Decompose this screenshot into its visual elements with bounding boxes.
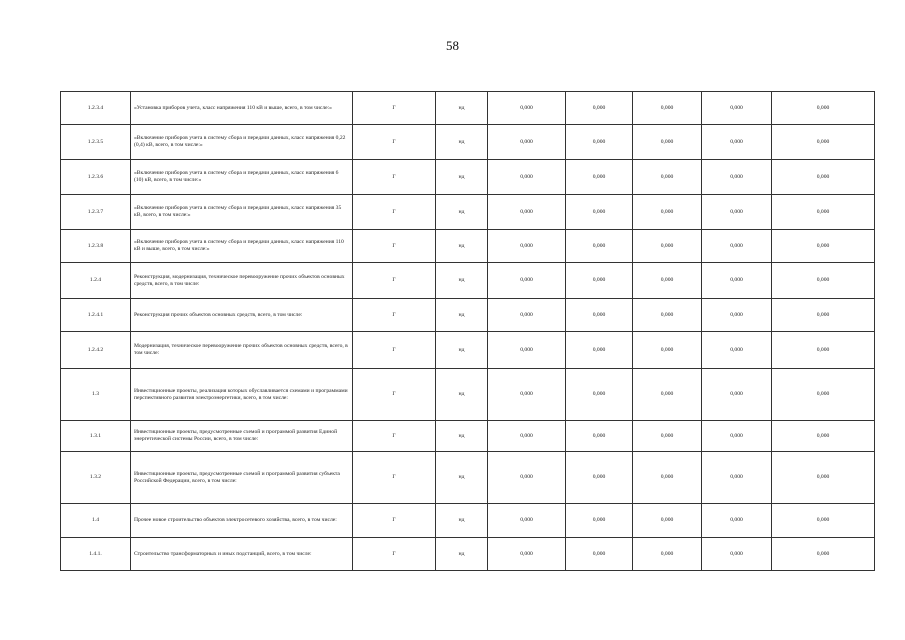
- table-row: [61, 195, 875, 230]
- row-code: 1.3.1: [61, 421, 131, 452]
- row-value-3: 0,000: [633, 538, 702, 571]
- row-value-3: 0,000: [633, 125, 702, 160]
- row-name: [131, 369, 353, 421]
- row-col-nd: нд: [436, 230, 488, 263]
- table-body: [61, 92, 875, 571]
- table-row: [61, 332, 875, 369]
- row-value-1: 0,000: [488, 125, 566, 160]
- row-col-nd: нд: [436, 452, 488, 504]
- row-value-1: 0,000: [488, 92, 566, 125]
- table-row: [61, 504, 875, 538]
- table-row: [61, 299, 875, 332]
- row-code: 1.2.3.8: [61, 230, 131, 263]
- row-name: [131, 332, 353, 369]
- row-code: 1.3.2: [61, 452, 131, 504]
- row-value-3: 0,000: [633, 504, 702, 538]
- row-value-5: 0,000: [772, 452, 875, 504]
- row-value-1: 0,000: [488, 421, 566, 452]
- row-value-4: 0,000: [702, 421, 772, 452]
- row-name: [131, 263, 353, 299]
- row-col-g: Г: [353, 230, 436, 263]
- row-value-5: 0,000: [772, 263, 875, 299]
- row-value-5: 0,000: [772, 125, 875, 160]
- table-row: [61, 92, 875, 125]
- row-name: [131, 125, 353, 160]
- row-value-3: 0,000: [633, 452, 702, 504]
- row-name: [131, 421, 353, 452]
- row-name-text: Инвестиционные проекты, реализация которых обуславливается схемами и программами перспективного развития электроэнергетики, всего, в том числе:: [134, 387, 348, 401]
- row-name: [131, 92, 353, 125]
- row-value-5: 0,000: [772, 538, 875, 571]
- row-name-text: «Включение приборов учета в систему сбора и передачи данных, класс напряжения 35 кВ, всего, в том числе:»: [134, 205, 342, 218]
- row-value-3: 0,000: [633, 160, 702, 195]
- row-value-1: 0,000: [488, 538, 566, 571]
- row-name-text: Инвестиционные проекты, предусмотренные схемой и программой развития Единой энергетической системы России, всего, в том числе:: [134, 429, 338, 442]
- table-row: [61, 421, 875, 452]
- row-value-5: 0,000: [772, 421, 875, 452]
- row-value-1: 0,000: [488, 195, 566, 230]
- row-value-2: 0,000: [566, 125, 633, 160]
- row-value-2: 0,000: [566, 452, 633, 504]
- row-col-nd: нд: [436, 160, 488, 195]
- row-code: 1.2.3.7: [61, 195, 131, 230]
- page-number: 58: [446, 38, 459, 53]
- row-col-g: Г: [353, 452, 436, 504]
- row-name: [131, 538, 353, 571]
- row-col-g: Г: [353, 504, 436, 538]
- row-value-4: 0,000: [702, 452, 772, 504]
- row-col-nd: нд: [436, 92, 488, 125]
- row-col-g: Г: [353, 421, 436, 452]
- row-value-1: 0,000: [488, 263, 566, 299]
- row-value-1: 0,000: [488, 160, 566, 195]
- row-col-g: Г: [353, 195, 436, 230]
- row-value-3: 0,000: [633, 332, 702, 369]
- row-col-g: Г: [353, 263, 436, 299]
- row-value-4: 0,000: [702, 538, 772, 571]
- row-value-5: 0,000: [772, 299, 875, 332]
- row-value-2: 0,000: [566, 299, 633, 332]
- row-col-nd: нд: [436, 263, 488, 299]
- row-value-1: 0,000: [488, 452, 566, 504]
- table-row: [61, 452, 875, 504]
- row-name-text: Реконструкция прочих объектов основных средств, всего, в том числе:: [134, 311, 303, 318]
- row-name-text: «Включение приборов учета в систему сбора и передачи данных, класс напряжения 0,22 (0,4) кВ, всего, в том числе:»: [134, 135, 346, 148]
- row-code: 1.4.1.: [61, 538, 131, 571]
- row-col-g: Г: [353, 538, 436, 571]
- row-col-nd: нд: [436, 421, 488, 452]
- row-col-nd: нд: [436, 195, 488, 230]
- row-value-4: 0,000: [702, 263, 772, 299]
- row-col-nd: нд: [436, 538, 488, 571]
- row-value-5: 0,000: [772, 195, 875, 230]
- row-name: [131, 504, 353, 538]
- row-code: 1.4: [61, 504, 131, 538]
- row-value-3: 0,000: [633, 421, 702, 452]
- row-name: [131, 195, 353, 230]
- table-row: [61, 230, 875, 263]
- row-value-2: 0,000: [566, 504, 633, 538]
- row-col-g: Г: [353, 332, 436, 369]
- row-value-2: 0,000: [566, 263, 633, 299]
- row-value-4: 0,000: [702, 332, 772, 369]
- row-name-text: Прочее новое строительство объектов электросетевого хозяйства, всего, в том числе:: [134, 517, 337, 523]
- row-name-text: Инвестиционные проекты, предусмотренные схемой и программой развития субъекта Российской Федерации, всего, в том числе:: [134, 470, 340, 484]
- row-value-4: 0,000: [702, 160, 772, 195]
- row-value-4: 0,000: [702, 299, 772, 332]
- row-value-5: 0,000: [772, 160, 875, 195]
- row-col-nd: нд: [436, 504, 488, 538]
- row-col-g: Г: [353, 160, 436, 195]
- row-value-5: 0,000: [772, 369, 875, 421]
- table-row: [61, 263, 875, 299]
- row-name-text: Строительство трансформаторных и иных подстанций, всего, в том числе:: [134, 550, 312, 557]
- row-value-2: 0,000: [566, 230, 633, 263]
- row-col-nd: нд: [436, 369, 488, 421]
- row-value-3: 0,000: [633, 195, 702, 230]
- row-code: 1.2.3.4: [61, 92, 131, 125]
- row-value-5: 0,000: [772, 92, 875, 125]
- row-name-text: «Включение приборов учета в систему сбора и передачи данных, класс напряжения 6 (10) кВ, всего, в том числе:»: [134, 170, 339, 183]
- row-code: 1.3: [61, 369, 131, 421]
- row-value-1: 0,000: [488, 230, 566, 263]
- row-value-1: 0,000: [488, 504, 566, 538]
- row-value-5: 0,000: [772, 332, 875, 369]
- row-col-nd: нд: [436, 332, 488, 369]
- row-value-4: 0,000: [702, 230, 772, 263]
- row-name: [131, 452, 353, 504]
- row-code: 1.2.3.5: [61, 125, 131, 160]
- table-row: [61, 369, 875, 421]
- row-value-3: 0,000: [633, 369, 702, 421]
- row-value-2: 0,000: [566, 92, 633, 125]
- row-value-5: 0,000: [772, 230, 875, 263]
- row-code: 1.2.3.6: [61, 160, 131, 195]
- row-value-4: 0,000: [702, 92, 772, 125]
- row-value-1: 0,000: [488, 369, 566, 421]
- row-value-2: 0,000: [566, 195, 633, 230]
- row-value-2: 0,000: [566, 421, 633, 452]
- row-value-4: 0,000: [702, 504, 772, 538]
- row-code: 1.2.4: [61, 263, 131, 299]
- row-value-1: 0,000: [488, 299, 566, 332]
- row-col-nd: нд: [436, 125, 488, 160]
- investment-table: [60, 91, 875, 571]
- row-code: 1.2.4.2: [61, 332, 131, 369]
- table-row: [61, 160, 875, 195]
- row-value-2: 0,000: [566, 538, 633, 571]
- row-col-g: Г: [353, 369, 436, 421]
- row-value-2: 0,000: [566, 369, 633, 421]
- row-value-4: 0,000: [702, 125, 772, 160]
- row-value-3: 0,000: [633, 230, 702, 263]
- row-value-3: 0,000: [633, 92, 702, 125]
- row-value-4: 0,000: [702, 195, 772, 230]
- row-name-text: Реконструкция, модернизация, техническое перевооружение прочих объектов основных средств, всего, в том числе:: [134, 273, 345, 287]
- row-code: 1.2.4.1: [61, 299, 131, 332]
- row-value-3: 0,000: [633, 263, 702, 299]
- row-col-g: Г: [353, 125, 436, 160]
- row-value-4: 0,000: [702, 369, 772, 421]
- row-value-5: 0,000: [772, 504, 875, 538]
- row-name: [131, 299, 353, 332]
- row-name: [131, 230, 353, 263]
- row-value-2: 0,000: [566, 160, 633, 195]
- row-name-text: Модернизация, техническое перевооружение прочих объектов основных средств, всего, в том числе:: [134, 343, 348, 356]
- row-name-text: «Включение приборов учета в систему сбора и передачи данных, класс напряжения 110 кВ и выше, всего, в том числе:»: [134, 239, 344, 252]
- row-col-g: Г: [353, 92, 436, 125]
- row-name: [131, 160, 353, 195]
- row-col-nd: нд: [436, 299, 488, 332]
- row-name-text: «Установка приборов учета, класс напряжения 110 кВ и выше, всего, в том числе:»: [134, 104, 332, 111]
- row-value-3: 0,000: [633, 299, 702, 332]
- row-col-g: Г: [353, 299, 436, 332]
- row-value-2: 0,000: [566, 332, 633, 369]
- table-row: [61, 125, 875, 160]
- row-value-1: 0,000: [488, 332, 566, 369]
- table-row: [61, 538, 875, 571]
